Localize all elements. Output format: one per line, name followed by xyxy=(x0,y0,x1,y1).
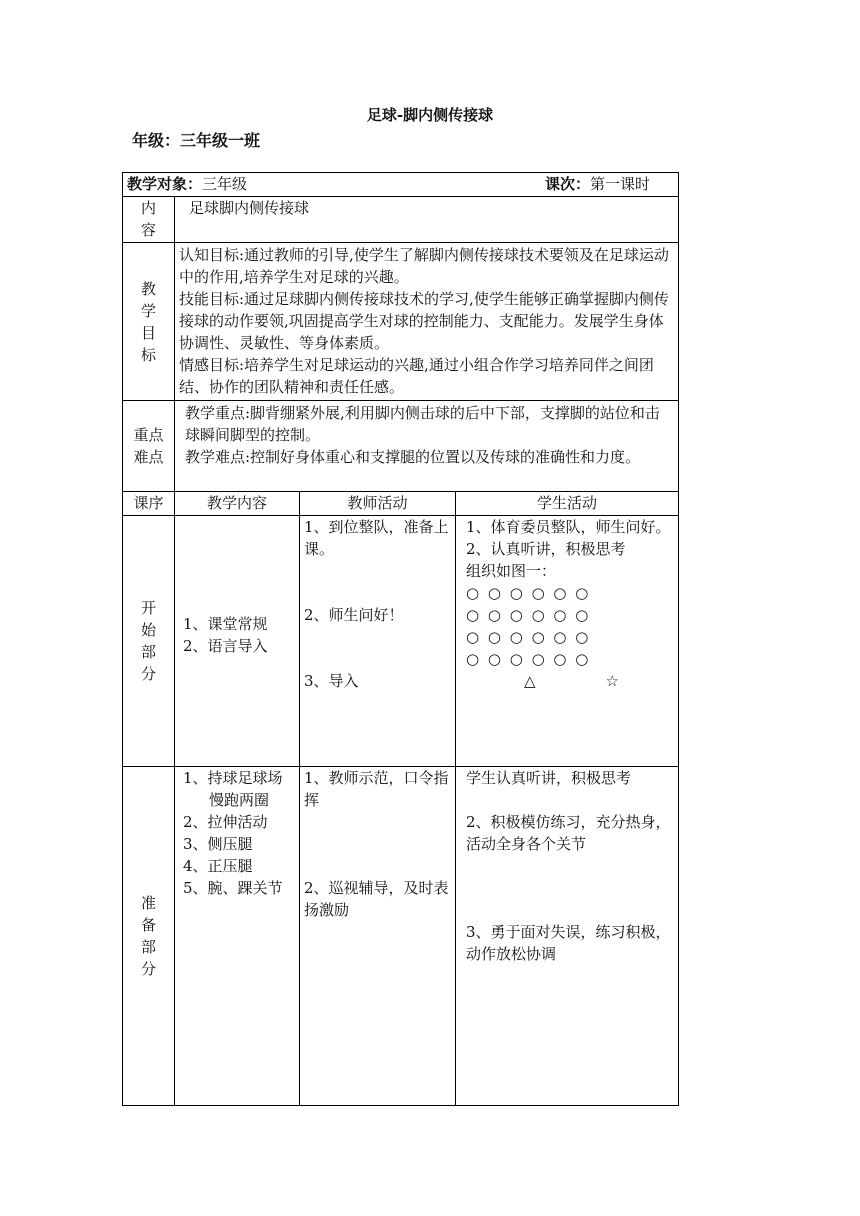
section-name: 开 始 部 分 xyxy=(123,516,175,766)
section-name: 准 备 部 分 xyxy=(123,766,175,1105)
teacher-item: 3、导入 xyxy=(304,672,359,691)
lesson-info xyxy=(545,173,674,195)
header-content: 教学内容 xyxy=(175,492,300,516)
student-item: 3、勇于面对失误，练习积极，动作放松协调 xyxy=(466,922,671,963)
formation-row: ○ ○ ○ ○ ○ ○ xyxy=(466,628,591,647)
audience-value: 三年级 xyxy=(202,175,248,193)
section-content xyxy=(175,766,300,1105)
formation-marks xyxy=(466,670,674,692)
lesson-label: 课次： xyxy=(544,175,590,193)
section-teacher xyxy=(300,766,456,1105)
header-row xyxy=(123,492,679,516)
grade-value: 三年级一班 xyxy=(180,131,261,150)
audience-info xyxy=(127,173,247,195)
formation-row: ○ ○ ○ ○ ○ ○ xyxy=(466,650,591,669)
content-item: 5、腕、踝关节 xyxy=(183,878,283,897)
section-teacher xyxy=(300,516,456,766)
content-item: 3、侧压腿 xyxy=(183,834,253,853)
teacher-item: 2、巡视辅导，及时表扬激励 xyxy=(304,878,449,919)
content-item: 2、拉伸活动 xyxy=(183,812,268,831)
teacher-triangle-icon: △ xyxy=(524,672,536,691)
student-item: 2、积极模仿练习，充分热身，活动全身各个关节 xyxy=(466,812,671,853)
keys-label: 重点 难点 xyxy=(123,401,175,492)
keys-cell xyxy=(175,401,679,492)
document-title: 足球-脚内侧传接球 xyxy=(366,106,494,124)
student-item: 2、认真听讲，积极思考 xyxy=(466,540,626,559)
goal-skill: 技能目标:通过足球脚内侧传接球技术的学习,使学生能够正确掌握脚内侧传接球的动作要领,巩固提高学生对球的控制能力、支配能力。发展学生身体协调性、灵敏性、等身体素质。 xyxy=(179,290,669,353)
content-row xyxy=(123,197,679,243)
formation-row: ○ ○ ○ ○ ○ ○ xyxy=(466,584,591,603)
teacher-item: 1、到位整队，准备上课。 xyxy=(304,518,449,559)
student-item: 组织如图一： xyxy=(466,562,557,581)
goals-label: 教 学 目 标 xyxy=(123,243,175,401)
audience-label: 教学对象： xyxy=(127,175,203,193)
lesson-plan-table xyxy=(122,172,679,1106)
teacher-item: 1、教师示范，口令指挥 xyxy=(304,768,449,809)
content-value: 足球脚内侧传接球 xyxy=(175,197,679,243)
formation-row: ○ ○ ○ ○ ○ ○ xyxy=(466,606,591,625)
content-item: 4、正压腿 xyxy=(183,856,253,875)
difficulty-point: 教学难点:控制好身体重心和支撑腿的位置以及传球的准确性和力度。 xyxy=(185,448,641,467)
header-student: 学生活动 xyxy=(456,492,679,516)
student-item: 学生认真听讲，积极思考 xyxy=(466,768,632,787)
section-content xyxy=(175,516,300,766)
header-teacher: 教师活动 xyxy=(300,492,456,516)
student-item: 1、体育委员整队，师生问好。 xyxy=(466,518,671,537)
audience-row xyxy=(123,173,679,197)
content-item: 1、持球足球场慢跑两圈 xyxy=(183,768,283,809)
section-row xyxy=(123,516,679,766)
section-student xyxy=(456,766,679,1105)
goals-row xyxy=(123,243,679,401)
content-item: 1、课堂常规 xyxy=(183,614,268,633)
key-point: 教学重点:脚背绷紧外展,利用脚内侧击球的后中下部，支撑脚的站位和击球瞬间脚型的控制。 xyxy=(185,404,660,445)
grade-label: 年级： xyxy=(132,131,181,150)
star-icon: ☆ xyxy=(605,672,619,691)
section-student xyxy=(456,516,679,766)
goal-cognitive: 认知目标:通过教师的引导,使学生了解脚内侧传接球技术要领及在足球运动中的作用,培养学生对足球的兴趣。 xyxy=(179,246,669,287)
goal-affective: 情感目标:培养学生对足球运动的兴趣,通过小组合作学习培养同伴之间团结、协作的团队精神和责任任感。 xyxy=(179,356,654,397)
section-row xyxy=(123,766,679,1105)
audience-cell xyxy=(123,173,679,197)
teacher-item: 2、师生问好！ xyxy=(304,606,404,625)
header-sequence: 课序 xyxy=(123,492,175,516)
grade-line xyxy=(132,128,260,151)
goals-cell xyxy=(175,243,679,401)
keys-row xyxy=(123,401,679,492)
lesson-value: 第一课时 xyxy=(589,175,650,193)
content-label: 内 容 xyxy=(123,197,175,243)
content-item: 2、语言导入 xyxy=(183,636,268,655)
